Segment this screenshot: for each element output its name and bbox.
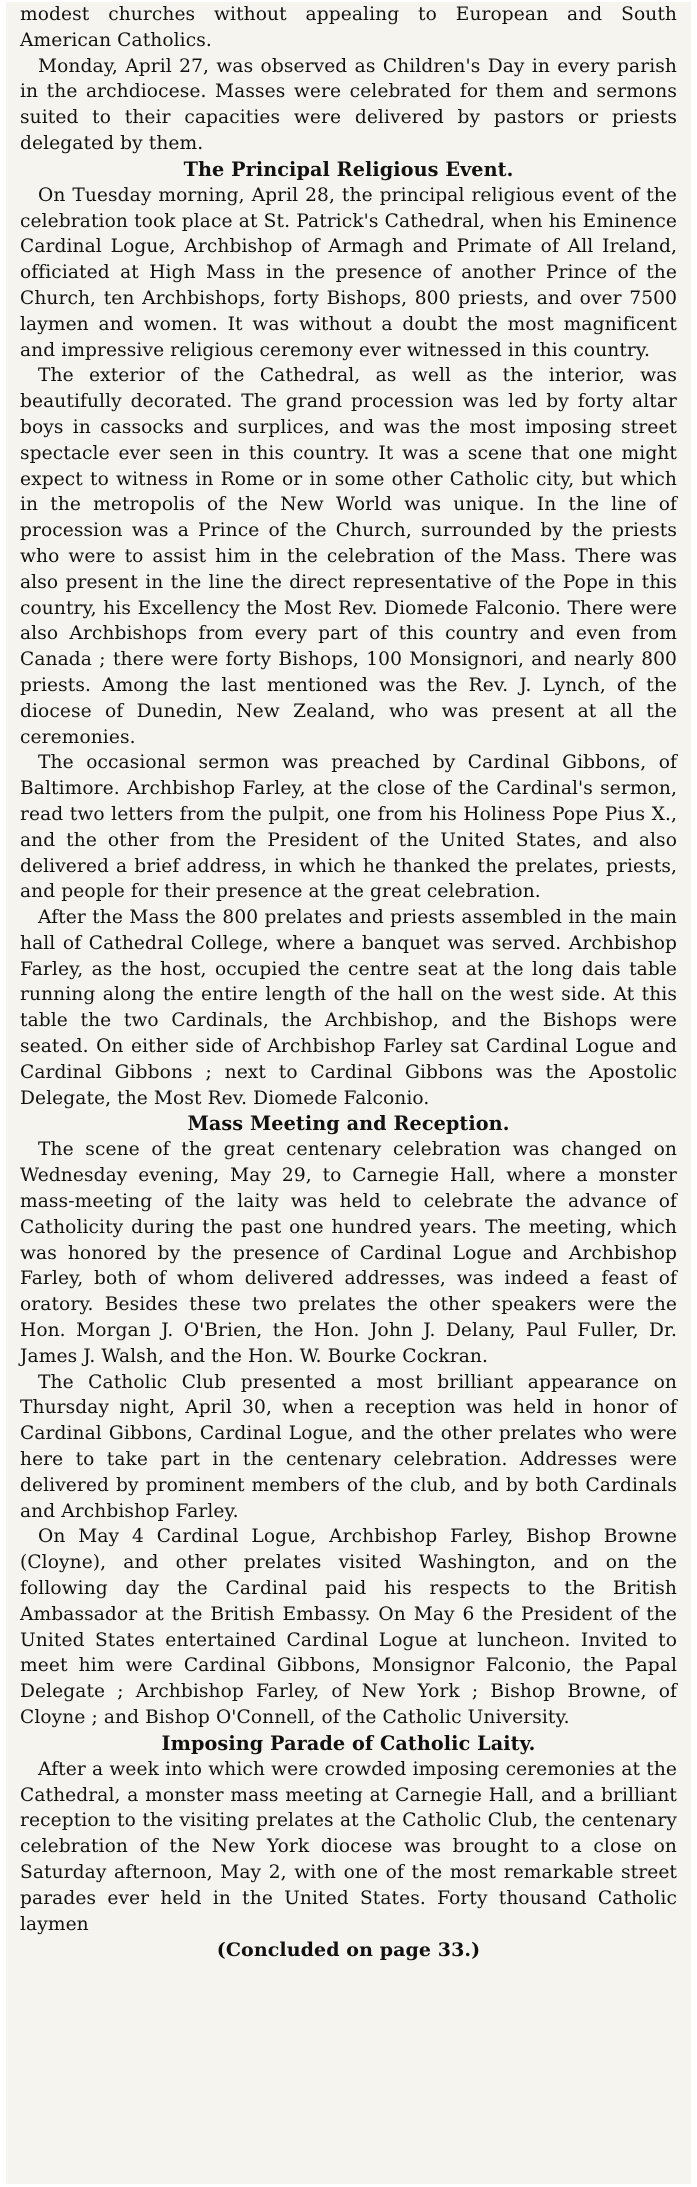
section1-paragraph-2: The exterior of the Cathedral, as well as the interior, was beautifully decorated. The grand procession was led by forty altar boys in cassocks and surplices, and was the most imposing street spectacle ever seen in this country. It was a scene that one might expect to witness in Rome or in some other Catholic city, but which in the metropolis of the New World was unique. In the line of procession was a Prince of the Church, surrounded by the priests who were to assist him in the celebration of the Mass. There was also present in the line the direct representative of the Pope in this country, his Excellency the Most Rev. Diomede Falconio. There were also Archbishops from every part of this country and even from Canada ; there were forty Bishops, 100 Monsignori, and nearly 800 priests. Among the last mentioned was the Rev. J. Lynch, of the diocese of Dunedin, New Zealand, who was present at all the ceremonies. bbox=[20, 365, 677, 748]
section1-paragraph-4: After the Mass the 800 prelates and priests assembled in the main hall of Cathedral College, where a banquet was served. Archbishop Farley, as the host, occupied the centre seat at the long dais table running along the entire length of the hall on the west side. At this table the two Cardinals, the Archbishop, and the Bishops were seated. On either side of Archbishop Farley sat Cardinal Logue and Cardinal Gibbons ; next to Cardinal Gibbons was the Apostolic Delegate, the Most Rev. Diomede Falconio. bbox=[20, 907, 677, 1109]
section2-paragraph-1: The scene of the great centenary celebration was changed on Wednesday evening, May 29, to Carnegie Hall, where a monster mass-meeting of the laity was held to celebrate the advance of Catholicity during the past one hundred years. The meeting, which was honored by the presence of Cardinal Logue and Archbishop Farley, both of whom delivered addresses, was indeed a feast of oratory. Besides these two prelates the other speakers were the Hon. Morgan J. O'Brien, the Hon. John J. Delany, Paul Fuller, Dr. James J. Walsh, and the Hon. W. Bourke Cockran. bbox=[20, 1139, 677, 1367]
section1-paragraph-3: The occasional sermon was preached by Cardinal Gibbons, of Baltimore. Archbishop Farley, at the close of the Cardinal's sermon, read two letters from the pulpit, one from his Holiness Pope Pius X., and the other from the President of the United States, and also delivered a brief address, in which he thanked the prelates, priests, and people for their presence at the great celebration. bbox=[20, 752, 677, 903]
continued-note: (Concluded on page 33.) bbox=[216, 1939, 481, 1962]
section-heading-parade: Imposing Parade of Catholic Laity. bbox=[161, 1731, 536, 1755]
section-heading-mass-meeting: Mass Meeting and Reception. bbox=[187, 1112, 510, 1136]
section2-paragraph-2: The Catholic Club presented a most brilliant appearance on Thursday night, April 30, when a reception was held in honor of Cardinal Gibbons, Cardinal Logue, and the other prelates who were here to take part in the centenary celebration. Addresses were delivered by prominent members of the club, and by both Cardinals and Archbishop Farley. bbox=[20, 1371, 677, 1522]
section3-paragraph-1: After a week into which were crowded imposing ceremonies at the Cathedral, a monster mass meeting at Carnegie Hall, and a brilliant reception to the visiting prelates at the Catholic Club, the centenary celebration of the New York diocese was brought to a close on Saturday afternoon, May 2, with one of the most remarkable street parades ever held in the United States. Forty thousand Catholic laymen bbox=[20, 1758, 677, 1935]
section1-paragraph-1: On Tuesday morning, April 28, the principal religious event of the celebration took place at St. Patrick's Cathedral, when his Eminence Cardinal Logue, Archbishop of Armagh and Primate of All Ireland, officiated at High Mass in the presence of another Prince of the Church, ten Archbishops, forty Bishops, 800 priests, and over 7500 laymen and women. It was without a doubt the most magnificent and impressive religious ceremony ever witnessed in this country. bbox=[20, 184, 677, 361]
article-body bbox=[20, 2, 677, 1963]
childrens-day-paragraph: Monday, April 27, was observed as Children's Day in every parish in the archdiocese. Masses were celebrated for them and sermons suited to their capacities were delivered by pastors or priests delegated by them. bbox=[20, 55, 677, 154]
section2-paragraph-3: On May 4 Cardinal Logue, Archbishop Farley, Bishop Browne (Cloyne), and other prelates visited Washington, and on the following day the Cardinal paid his respects to the British Ambassador at the British Embassy. On May 6 the President of the United States entertained Cardinal Logue at luncheon. Invited to meet him were Cardinal Gibbons, Monsignor Falconio, the Papal Delegate ; Archbishop Farley, of New York ; Bishop Browne, of Cloyne ; and Bishop O'Connell, of the Catholic University. bbox=[20, 1526, 677, 1728]
newspaper-page bbox=[6, 2, 691, 2184]
intro-paragraph: modest churches without appealing to European and South American Catholics. bbox=[20, 4, 677, 51]
section-heading-principal-event: The Principal Religious Event. bbox=[183, 157, 514, 181]
